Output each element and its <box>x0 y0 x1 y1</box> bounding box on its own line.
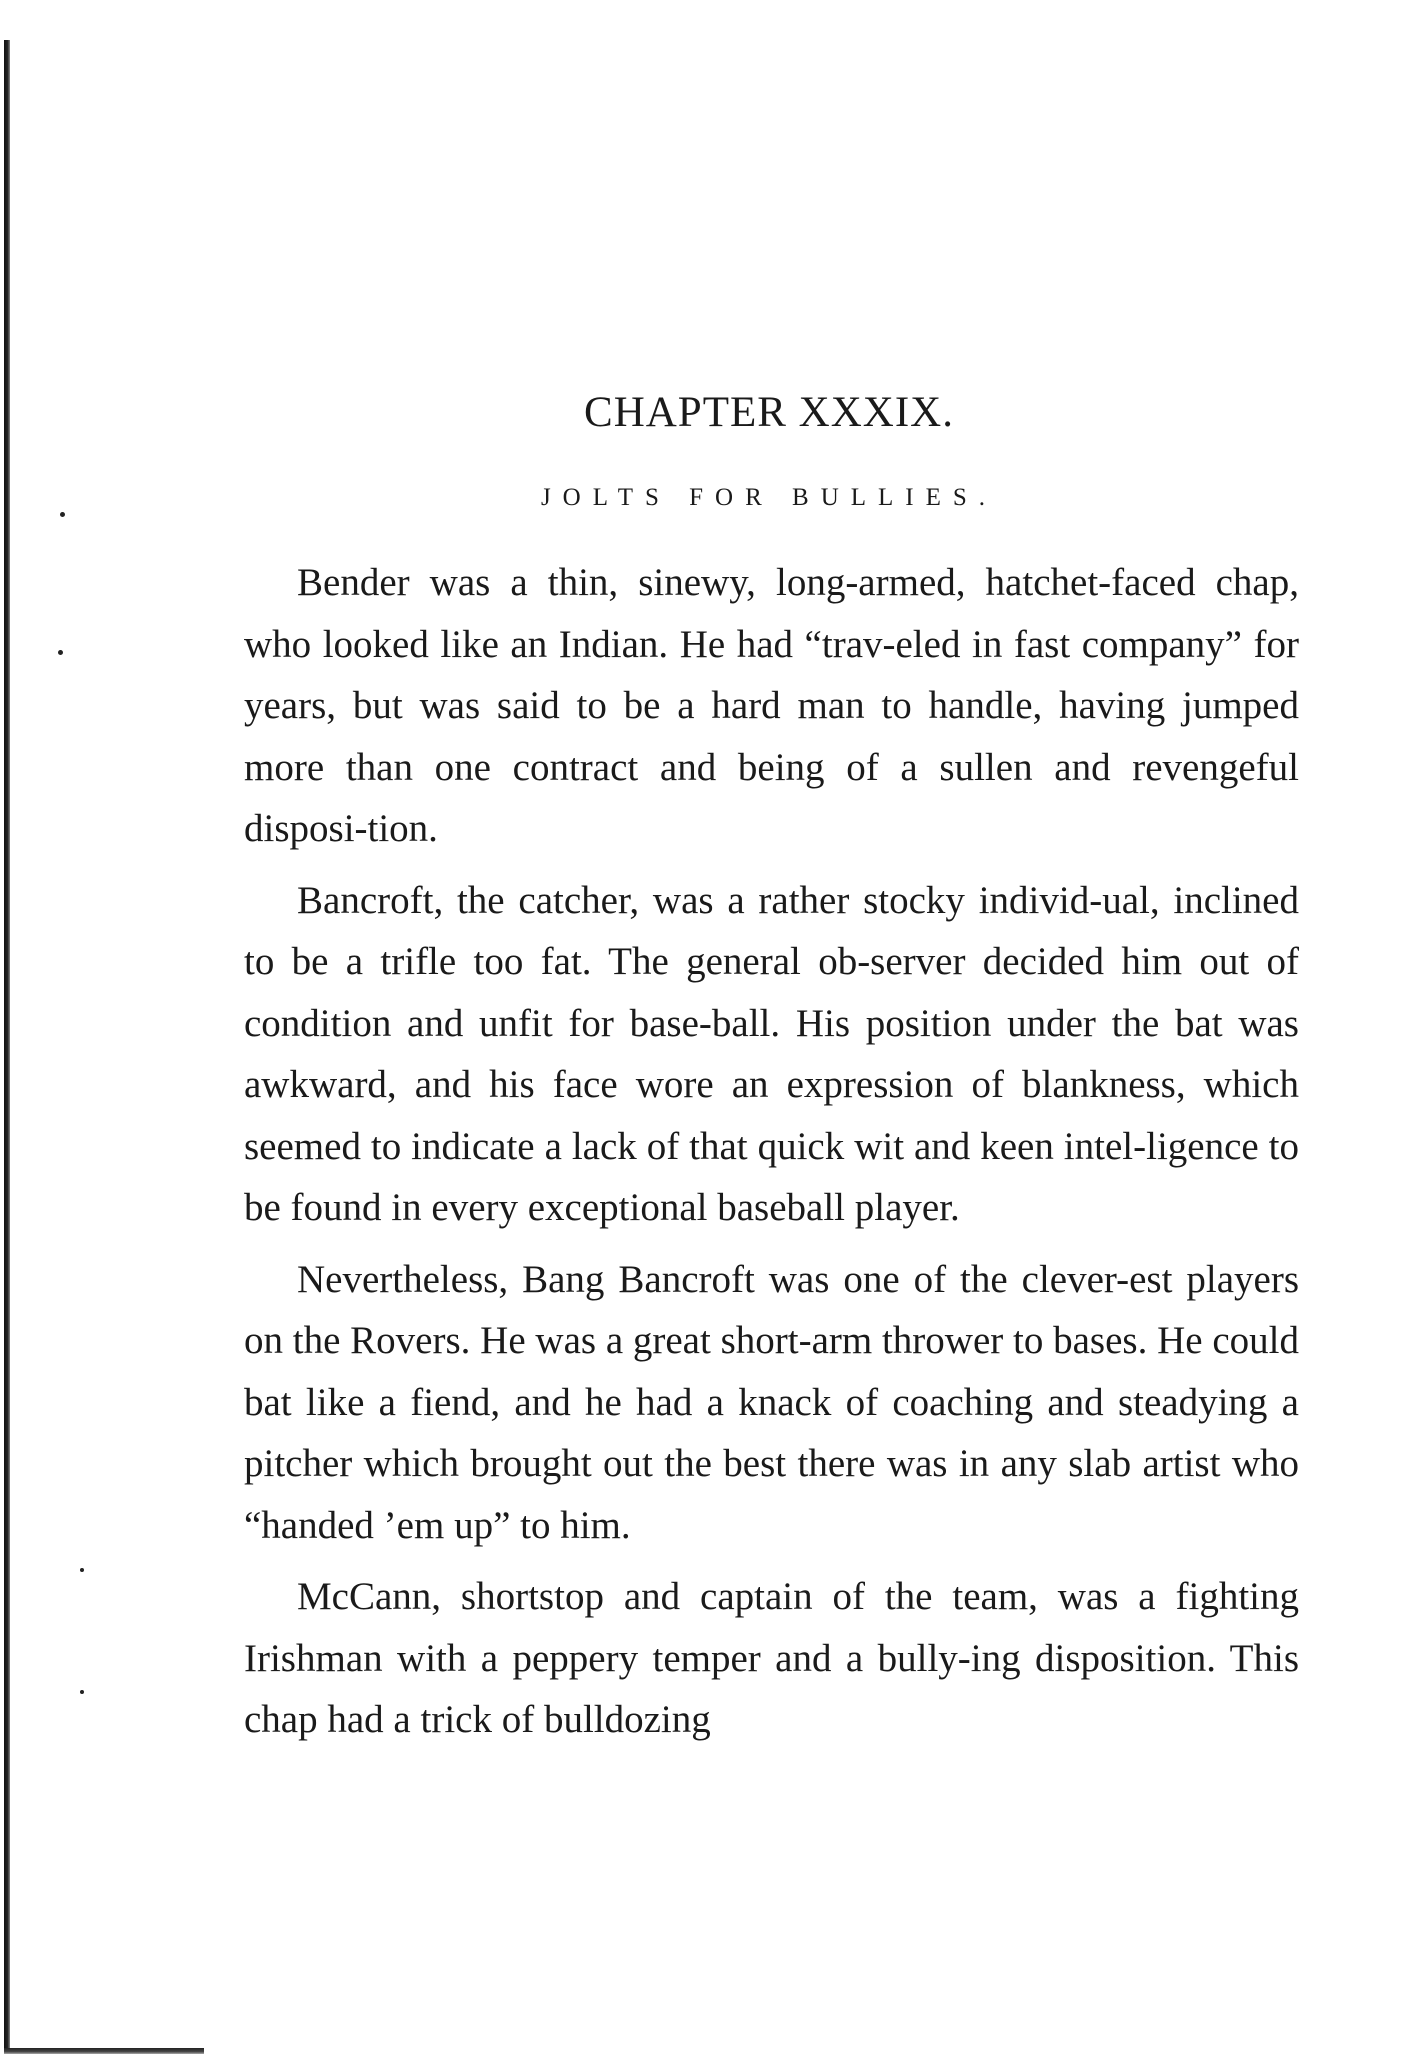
chapter-title-text: CHAPTER XXXIX. <box>584 389 954 436</box>
chapter-title <box>0 388 1418 437</box>
ink-speck <box>58 650 63 655</box>
ink-speck <box>80 1568 84 1572</box>
page-binding-foot <box>4 2048 204 2054</box>
page-binding-edge <box>4 40 10 2050</box>
paragraph: Bancroft, the catcher, was a rather stocky individ-ual, inclined to be a trifle too fat. The general ob-server decided him out of condition and unfit for base-ball. His position under the bat was awkward, and his face wore an expression of blankness, which seemed to indicate a lack of that quick wit and keen intel-ligence to be found in every exceptional baseball player. <box>244 878 1299 1229</box>
ink-speck <box>80 1690 84 1694</box>
paragraph: Bender was a thin, sinewy, long-armed, hatchet-faced chap, who looked like an Indian. He had “trav-eled in fast company” for years, but was said to be a hard man to handle, having jumped more than one contract and being of a sullen and revengeful disposi-tion. <box>244 561 1299 850</box>
chapter-subtitle-text: JOLTS FOR BULLIES. <box>540 484 998 511</box>
chapter-body <box>244 552 1299 1751</box>
paragraph: Nevertheless, Bang Bancroft was one of the clever-est players on the Rovers. He was a great short-arm thrower to bases. He could bat like a fiend, and he had a knack of coaching and steadying a pitcher which brought out the best there was in any slab artist who “handed ’em up” to him. <box>244 1257 1299 1547</box>
ink-speck <box>60 512 65 517</box>
paragraph: McCann, shortstop and captain of the team, was a fighting Irishman with a peppery temper and a bully-ing disposition. This chap had a trick of bulldozing <box>244 1575 1299 1741</box>
chapter-subtitle <box>0 484 1418 512</box>
